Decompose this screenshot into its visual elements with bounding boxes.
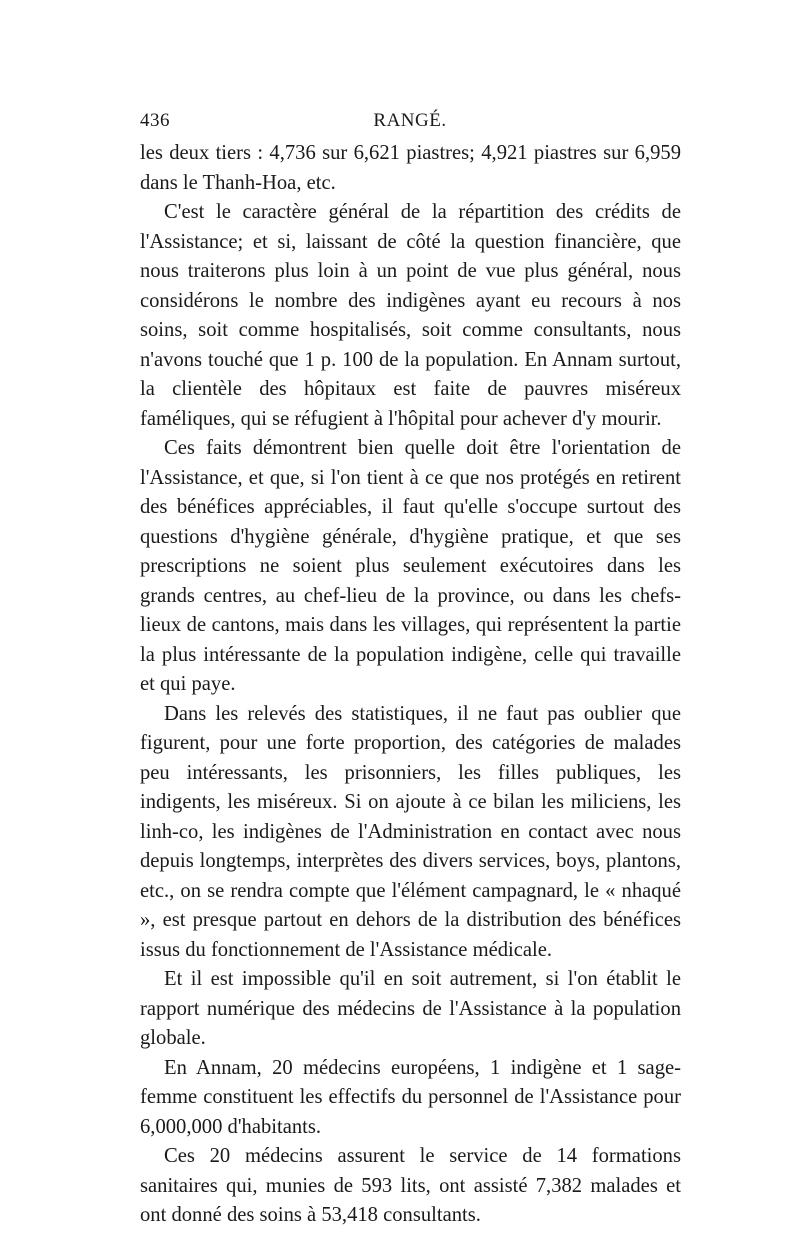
paragraph: En Annam, 20 médecins européens, 1 indigène et 1 sage-femme constituent les effectifs du personnel de l'Assistance pour 6,000,000 d'habitants. [140, 1056, 681, 1138]
body-text [140, 139, 681, 1231]
paragraph: Ces faits démontrent bien quelle doit être l'orientation de l'Assistance, et que, si l'on tient à ce que nos protégés en retirent des bénéfices appréciables, il faut qu'elle s'occupe surtout des questions d'hygiène générale, d'hygiène pratique, et que ses prescriptions ne soient plus seulement exécutoires dans les grands centres, au chef-lieu de la province, ou dans les chefs-lieux de cantons, mais dans les villages, qui représentent la partie la plus intéressante de la population indigène, celle qui travaille et qui paye. [140, 437, 681, 695]
paragraph: Dans les relevés des statistiques, il ne faut pas oublier que figurent, pour une forte proportion, des catégories de malades peu intéressants, les prisonniers, les filles publiques, les indigents, les miséreux. Si on ajoute à ce bilan les miliciens, les linh-co, les indigènes de l'Administration en contact avec nous depuis longtemps, interprètes des divers services, boys, plantons, etc., on se rendra compte que l'élément campagnard, le « nhaqué », est presque partout en dehors de la distribution des bénéfices issus du fonctionnement de l'Assistance médicale. [140, 702, 681, 961]
paragraph: Ces 20 médecins assurent le service de 14 formations sanitaires qui, munies de 593 lits, ont assisté 7,382 malades et ont donné des soins à 53,418 consultants. [140, 1145, 681, 1226]
page-number: 436 [140, 110, 170, 131]
paragraph: Et il est impossible qu'il en soit autrement, si l'on établit le rapport numérique des médecins de l'Assistance à la population globale. [140, 968, 681, 1049]
paragraph-continued: les deux tiers : 4,736 sur 6,621 piastres; 4,921 piastres sur 6,959 dans le Thanh-Hoa, etc. [140, 142, 681, 194]
running-head [140, 110, 680, 140]
paragraph: C'est le caractère général de la répartition des crédits de l'Assistance; et si, laissant de côté la question financière, que nous traiterons plus loin à un point de vue plus général, nous considérons le nombre des indigènes ayant eu recours à nos soins, soit comme hospitalisés, soit comme consultants, nous n'avons touché que 1 p. 100 de la population. En Annam surtout, la clientèle des hôpitaux est faite de pauvres miséreux faméliques, qui se réfugient à l'hôpital pour achever d'y mourir. [140, 201, 681, 430]
running-title: RANGÉ. [373, 110, 447, 131]
